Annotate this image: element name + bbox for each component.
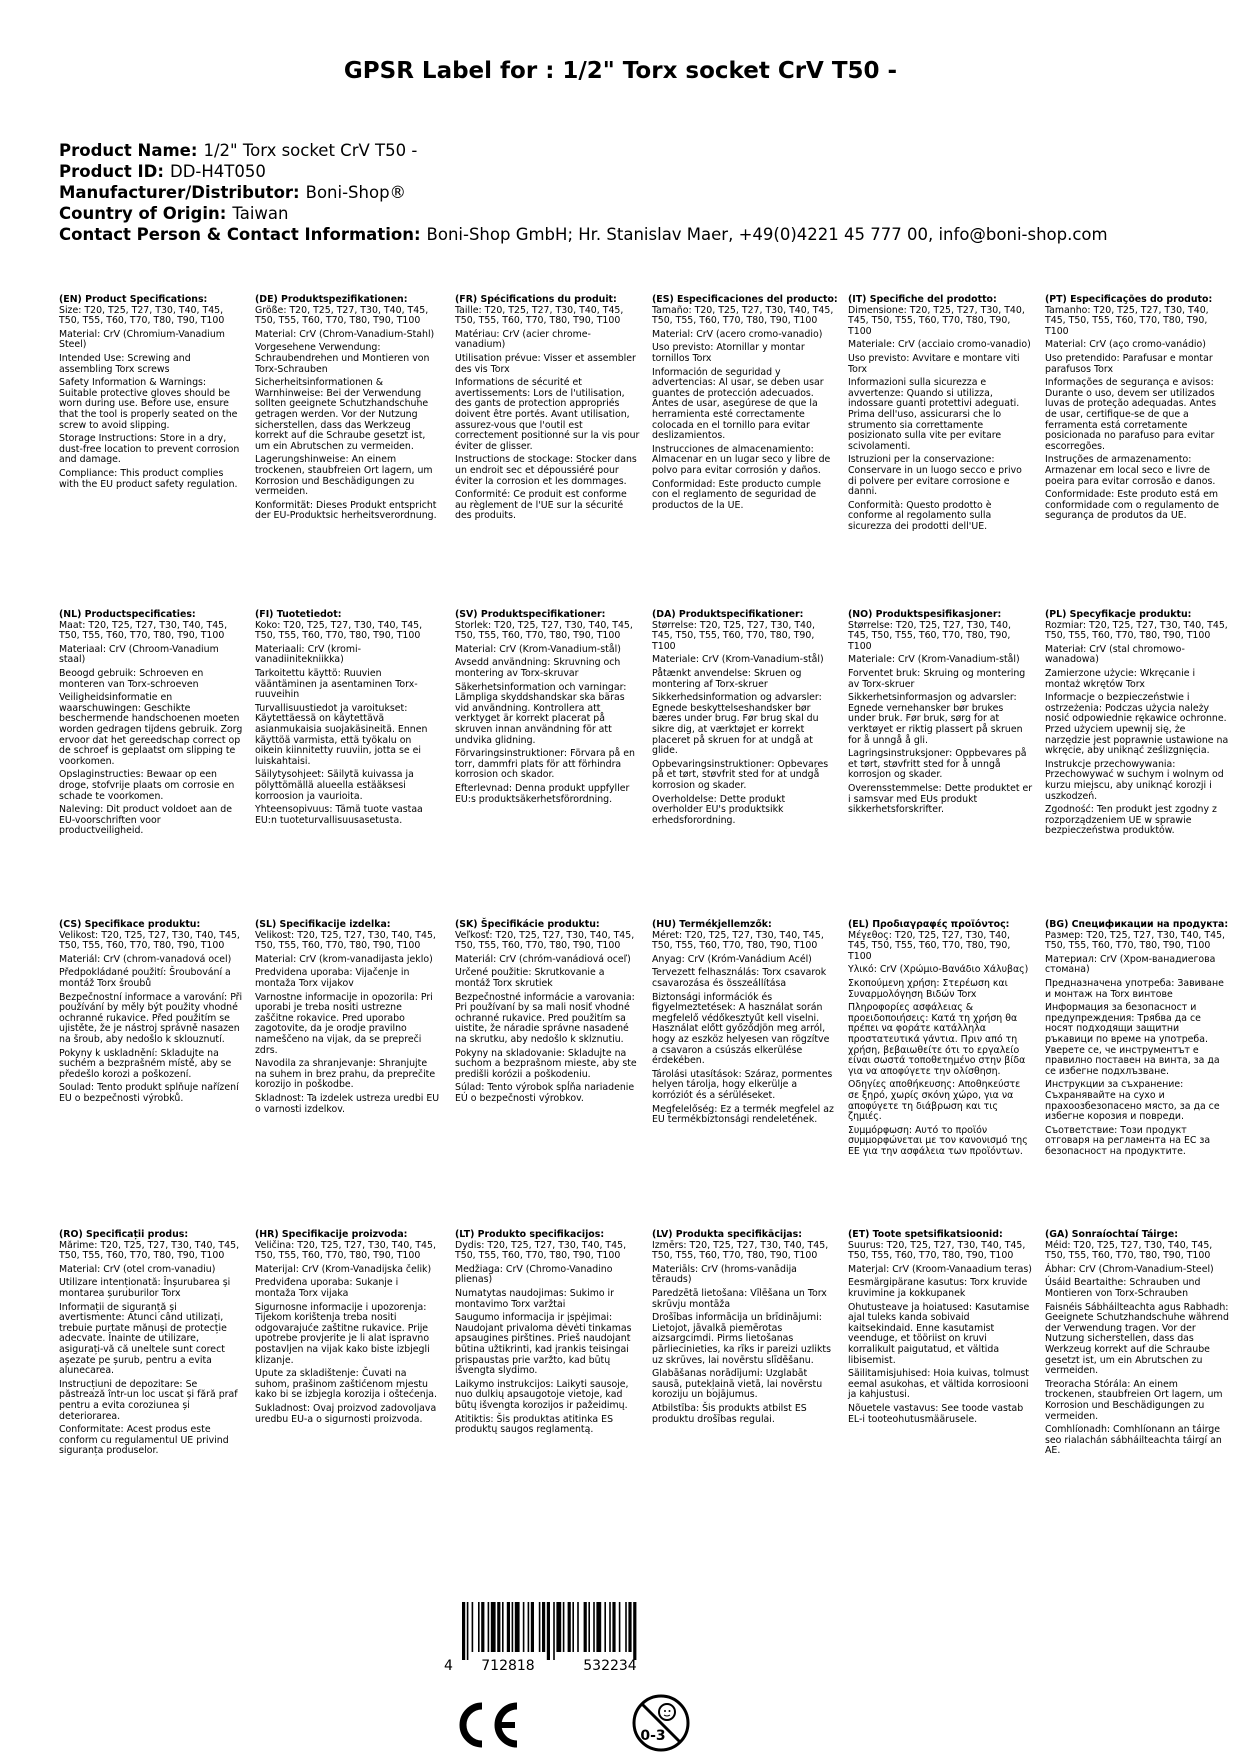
- spec-paragraph: Izmērs: T20, T25, T27, T30, T40, T45, T50, T55, T60, T70, T80, T90, T100: [652, 1239, 829, 1262]
- spec-paragraph: Materiale: CrV (acciaio cromo-vanadio): [848, 339, 1031, 351]
- spec-paragraph: Συμμόρφωση: Αυτό το προϊόν συμμορφώνεται με τον κανονισμό της ΕΕ για την ασφάλεια των προϊόντων.: [848, 1124, 1028, 1157]
- spec-paragraph: Predvidena uporaba: Vijačenje in montaža Torx vijakov: [255, 967, 410, 989]
- origin-label: Country of Origin:: [59, 204, 227, 223]
- spec-paragraph: Saugumo informacija ir įspėjimai: Naudojant privaloma dėvėti tinkamas apsaugines pirštines. Prieš naudojant būtina užtikrinti, kad įrankis teisingai prispaustas prie varžto, kad būtų išvengta slydimo.: [455, 1312, 632, 1377]
- spec-paragraph: Dimensione: T20, T25, T27, T30, T40, T45, T50, T55, T60, T70, T80, T90, T100: [848, 304, 1025, 337]
- spec-paragraph: Sikkerhetsinformasjon og advarsler: Egnede vernehansker bør brukes under bruk. Før bruk, sørg for at verktøyet er riktig plassert på skruen for å unngå å gli.: [848, 692, 1023, 746]
- spec-paragraph: Paredzētā lietošana: Vīlēšana un Torx skrūvju montāža: [652, 1287, 827, 1310]
- spec-paragraph: Bezpečnostné informácie a varovania: Pri používaní by sa mali nosiť vhodné ochranné rukavice. Pred použitím sa uistite, že náradie správne nasadené na skrutku, aby nedošlo k sklznutiu.: [455, 991, 635, 1045]
- spec-heading: (SL) Specifikacije izdelka:: [255, 919, 391, 930]
- spec-paragraph: Размер: T20, T25, T27, T30, T40, T45, T50, T55, T60, T70, T80, T90, T100: [1045, 929, 1226, 952]
- barcode-bar: [481, 1602, 484, 1652]
- spec-paragraph: Předpokládané použití: Šroubování a montáž Torx šroubů: [59, 967, 231, 989]
- spec-block: [59, 1230, 244, 1460]
- barcode-bar: [568, 1602, 571, 1652]
- barcode-bar: [563, 1602, 565, 1652]
- spec-paragraph: Påtænkt anvendelse: Skruen og montering af Torx-skruer: [652, 667, 802, 690]
- spec-paragraph: Súlad: Tento výrobok spĺňa nariadenie EÚ o bezpečnosti výrobkov.: [455, 1082, 635, 1104]
- barcode-bar: [542, 1602, 545, 1652]
- product-id-row: [59, 161, 1108, 182]
- spec-block: [255, 920, 440, 1118]
- barcode-bar: [547, 1602, 550, 1660]
- spec-heading: (DE) Produktspezifikationen:: [255, 294, 408, 305]
- spec-paragraph: Glabāšanas norādījumi: Uzglabāt sausā, putekļainā vietā, lai novērstu koroziju un bojājumus.: [652, 1368, 823, 1401]
- spec-paragraph: Megfelelőség: Ez a termék megfelel az EU termékbiztonsági rendeletének.: [652, 1103, 834, 1126]
- spec-paragraph: Πληροφορίες ασφάλειας & προειδοποιήσεις: Κατά τη χρήση θα πρέπει να φοράτε κατάλληλα προστατευτικά γάντια. Πριν από τη χρήση, βεβαιωθείτε ότι το εργαλείο είναι σωστά τοποθετημένο στην βίδα για να αποφύγετε την ολίσθηση.: [848, 1002, 1026, 1077]
- barcode-bar: [633, 1602, 636, 1660]
- spec-paragraph: Förvaringsinstruktioner: Förvara på en torr, dammfri plats för att förhindra korrosion och skador.: [455, 748, 635, 781]
- spec-paragraph: Conformitate: Acest produs este conform cu regulamentul UE privind siguranța produselor.: [59, 1424, 229, 1457]
- barcode-bar: [625, 1602, 627, 1652]
- barcode-bar: [572, 1602, 574, 1652]
- barcode-bar: [523, 1602, 525, 1652]
- manufacturer-value: Boni-Shop®: [305, 183, 407, 202]
- spec-paragraph: Material: CrV (Krom-Vanadium-stål): [455, 643, 621, 655]
- spec-block: [255, 295, 440, 525]
- spec-paragraph: Sicherheitsinformationen & Warnhinweise: Bei der Verwendung sollten geeignete Schutzhandschuhe getragen werden. Vor der Nutzung sicherstellen, dass das Werkzeug korrekt auf die Schraube gesetzt ist, um ein Abrutschen zu vermeiden.: [255, 377, 429, 452]
- spec-paragraph: Comhlíonadh: Comhlíonann an táirge seo rialachán sábháilteachta táirgí an AE.: [1045, 1424, 1222, 1457]
- spec-block: [1045, 295, 1230, 525]
- spec-paragraph: Méid: T20, T25, T27, T30, T40, T45, T50, T55, T60, T70, T80, T90, T100: [1045, 1239, 1213, 1262]
- spec-paragraph: Sigurnosne informacije i upozorenja: Tijekom korištenja treba nositi odgovarajuće zaštitne rukavice. Prije upotrebe provjerite je li alat ispravno postavljen na vijak kako biste izbjegli klizanje.: [255, 1301, 430, 1366]
- barcode-bar: [491, 1602, 496, 1652]
- barcode: [440, 1602, 750, 1672]
- barcode-bar: [556, 1602, 561, 1652]
- spec-paragraph: Предназначена употреба: Завиване и монтаж на Torx винтове: [1045, 977, 1224, 1000]
- spec-paragraph: Størrelse: T20, T25, T27, T30, T40, T45, T50, T55, T60, T70, T80, T90, T100: [652, 619, 815, 652]
- spec-heading: (PL) Specyfikacje produktu:: [1045, 609, 1192, 620]
- spec-paragraph: Efterlevnad: Denna produkt uppfyller EU:s produktsäkerhetsförordning.: [455, 782, 630, 805]
- barcode-bar: [472, 1602, 474, 1652]
- spec-heading: (EL) Προδιαγραφές προϊόντος:: [848, 919, 1010, 930]
- spec-paragraph: Vorgesehene Verwendung: Schraubendrehen und Montieren von Torx-Schrauben: [255, 342, 430, 375]
- barcode-bar: [619, 1602, 621, 1652]
- spec-block: [652, 295, 837, 514]
- spec-paragraph: Veľkosť: T20, T25, T27, T30, T40, T45, T50, T55, T60, T70, T80, T90, T100: [455, 929, 635, 952]
- spec-paragraph: Материал: CrV (Хром-ванадиегова стомана): [1045, 953, 1216, 976]
- manufacturer-label: Manufacturer/Distributor:: [59, 183, 300, 202]
- spec-heading: (RO) Specificații produs:: [59, 1229, 189, 1240]
- barcode-bars: [462, 1602, 636, 1660]
- spec-paragraph: Navodila za shranjevanje: Shranjujte na suhem in brez prahu, da preprečite korozijo in poškodbe.: [255, 1058, 436, 1091]
- spec-heading: (DA) Produktspecifikationer:: [652, 609, 804, 620]
- spec-paragraph: Anyag: CrV (Króm-Vanádium Acél): [652, 953, 812, 965]
- spec-heading: (LV) Produkta specifikācijas:: [652, 1229, 802, 1240]
- spec-heading: (HU) Termékjellemzők:: [652, 919, 772, 930]
- spec-paragraph: Maat: T20, T25, T27, T30, T40, T45, T50, T55, T60, T70, T80, T90, T100: [59, 619, 228, 642]
- spec-paragraph: Materiaali: CrV (kromi-vanadiinitekniikka): [255, 643, 361, 666]
- spec-heading: (FI) Tuotetiedot:: [255, 609, 342, 620]
- spec-paragraph: Material: CrV (acero cromo-vanadio): [652, 328, 823, 340]
- spec-paragraph: Drošības informācija un brīdinājumi: Lietojot, jāvalkā piemērotas aizsargcimdi. Pirms lietošanas pārliecinieties, ka rīks ir pareizi uzlikts uz skrūves, lai novērstu slīdēšanu.: [652, 1312, 831, 1366]
- spec-paragraph: Overholdelse: Dette produkt overholder EU's produktsikk erhedsforordning.: [652, 793, 786, 826]
- spec-paragraph: Conformité: Ce produit est conforme au règlement de l'UE sur la sécurité des produits.: [455, 489, 627, 522]
- spec-paragraph: Materiál: CrV (chróm-vanádiová oceľ): [455, 953, 631, 965]
- spec-paragraph: Storage Instructions: Store in a dry, dust-free location to prevent corrosion and damage.: [59, 433, 240, 466]
- product-name-row: [59, 140, 1108, 161]
- spec-paragraph: Conformidad: Este producto cumple con el reglamento de seguridad de productos de la UE.: [652, 478, 822, 511]
- spec-block: [1045, 1230, 1230, 1460]
- manufacturer-row: [59, 182, 1108, 203]
- contact-row: [59, 224, 1108, 245]
- spec-paragraph: Informacje o bezpieczeństwie i ostrzeżenia: Podczas użycia należy nosić odpowiednie rękawice ochronne. Przed użyciem upewnij się, że narzędzie jest poprawnie ustawione na wkręcie, aby uniknąć ześlizgnięcia.: [1045, 692, 1229, 757]
- spec-paragraph: Safety Information & Warnings: Suitable protective gloves should be worn during use. Before use, ensure that the tool is properly seated on the screw to avoid slipping.: [59, 377, 238, 431]
- spec-paragraph: Materiał: CrV (stal chromowo-wanadowa): [1045, 643, 1185, 666]
- spec-block: [59, 295, 244, 493]
- barcode-bar: [488, 1602, 490, 1652]
- spec-paragraph: Størrelse: T20, T25, T27, T30, T40, T45, T50, T55, T60, T70, T80, T90, T100: [848, 619, 1011, 652]
- barcode-bar: [628, 1602, 631, 1652]
- spec-paragraph: Säilitamisjuhised: Hoia kuivas, tolmust eemal asukohas, et vältida korrosiooni ja kahjustusi.: [848, 1368, 1029, 1401]
- spec-paragraph: Tervezett felhasználás: Torx csavarok csavarozása és összeállítása: [652, 967, 827, 989]
- spec-paragraph: Velikost: T20, T25, T27, T30, T40, T45, T50, T55, T60, T70, T80, T90, T100: [59, 929, 240, 952]
- spec-paragraph: Atbilstība: Šis produkts atbilst ES produktu drošības regulai.: [652, 1402, 807, 1425]
- spec-paragraph: Compliance: This product complies with the EU product safety regulation.: [59, 467, 238, 490]
- barcode-bar: [604, 1602, 606, 1652]
- spec-paragraph: Utilizare intenționată: Înșurubarea și montarea șuruburilor Torx: [59, 1277, 231, 1299]
- spec-paragraph: Zamierzone użycie: Wkręcanie i montaż wkrętów Torx: [1045, 667, 1196, 690]
- spec-paragraph: Veličina: T20, T25, T27, T30, T40, T45, T50, T55, T60, T70, T80, T90, T100: [255, 1239, 436, 1262]
- spec-paragraph: Инструкции за съхранение: Съхранявайте на сухо и прахоозбезопасено място, за да се избегне корозия и повреди.: [1045, 1079, 1220, 1123]
- spec-heading: (PT) Especificações do produto:: [1045, 294, 1213, 305]
- spec-paragraph: Méret: T20, T25, T27, T30, T40, T45, T50, T55, T60, T70, T80, T90, T100: [652, 929, 824, 952]
- spec-heading: (ES) Especificaciones del producto:: [652, 294, 838, 305]
- spec-paragraph: Conformidade: Este produto está em conformidade com o regulamento de segurança de produtos da UE.: [1045, 489, 1220, 522]
- origin-row: [59, 203, 1108, 224]
- age-warning-0-3-icon: [632, 1694, 690, 1752]
- spec-paragraph: Informações de segurança e avisos: Durante o uso, devem ser utilizados luvas de proteção adequadas. Antes de usar, certifique-se de que a ferramenta está corretamente posicionada no parafuso para evitar escorregões.: [1045, 377, 1217, 452]
- spec-paragraph: Biztonsági információk és figyelmeztetések: A használat során megfelelő védőkesztyűt kell viselni. Használat előtt győződjön meg arról, hogy az eszköz helyesen van rögzítve a csavaron a csúszás elkerülése érdekében.: [652, 991, 830, 1067]
- ce-mark-icon: [455, 1700, 523, 1750]
- spec-paragraph: Информация за безопасност и предупреждения: Трябва да се носят подходящи защитни ръкавици по време на употреба. Уверете се, че инструментът е правилно поставен на винта, за да се избегне подхлъзване.: [1045, 1002, 1220, 1077]
- spec-paragraph: Veiligheidsinformatie en waarschuwingen: Geschikte beschermende handschoenen moeten worden gedragen tijdens gebruik. Zorg ervoor dat het gereedschap correct op de schroef is geplaatst om slipping te voorkomen.: [59, 692, 243, 767]
- spec-paragraph: Instrukcje przechowywania: Przechowywać w suchym i wolnym od kurzu miejscu, aby uniknąć korozji i uszkodzeń.: [1045, 758, 1224, 802]
- spec-paragraph: Naleving: Dit product voldoet aan de EU-voorschriften voor productveiligheid.: [59, 804, 232, 837]
- contact-label: Contact Person & Contact Information:: [59, 225, 421, 244]
- spec-paragraph: Conformità: Questo prodotto è conforme al regolamento sulla sicurezza dei prodotti dell'UE.: [848, 499, 992, 532]
- spec-paragraph: Predviđena uporaba: Sukanje i montaža Torx vijaka: [255, 1277, 399, 1299]
- spec-paragraph: Uso previsto: Avvitare e montare viti Torx: [848, 352, 1020, 375]
- spec-paragraph: Avsedd användning: Skruvning och montering av Torx-skruvar: [455, 657, 621, 679]
- barcode-digits-right: 532234: [583, 1658, 637, 1672]
- spec-paragraph: Faisnéis Sábháilteachta agus Rabhadh: Geeignete Schutzhandschuhe während der Verwendung tragen. Vor der Nutzung sicherstellen, dass das Werkzeug korrekt auf die Schraube gesetzt ist, um ein Abrutschen zu vermeiden.: [1045, 1301, 1229, 1377]
- spec-paragraph: Koko: T20, T25, T27, T30, T40, T45, T50, T55, T60, T70, T80, T90, T100: [255, 619, 423, 642]
- spec-block: [59, 920, 244, 1108]
- spec-paragraph: Material: CrV (aço cromo-vanádio): [1045, 339, 1206, 351]
- barcode-digit-first: 4: [444, 1658, 453, 1672]
- spec-paragraph: Ábhar: CrV (Chrom-Vanadium-Steel): [1045, 1263, 1214, 1275]
- spec-paragraph: Nõuetele vastavus: See toode vastab EL-i tooteohutusmäärusele.: [848, 1402, 1024, 1425]
- barcode-bar: [467, 1602, 469, 1660]
- origin-value: Taiwan: [232, 204, 289, 223]
- spec-paragraph: Turvallisuustiedot ja varoitukset: Käytettäessä on käytettävä asianmukaisia suojakäsineitä. Ennen käyttöä varmista, että työkalu on oikein kiinnitetty ruuviin, jotta se ei luiskahtaisi.: [255, 702, 428, 767]
- spec-paragraph: Pokyny k uskladnění: Skladujte na suchém a bezprašném místě, aby se předešlo korozi a poškození.: [59, 1047, 232, 1080]
- spec-paragraph: Materiál: CrV (chrom-vanadová ocel): [59, 953, 232, 965]
- barcode-bar: [612, 1602, 615, 1652]
- spec-paragraph: Informazioni sulla sicurezza e avvertenze: Quando si utilizza, indossare guanti protettivi adeguati. Prima dell'uso, assicurarsi che lo strumento sia correttamente posizionato sulla vite per evitare scivolamenti.: [848, 377, 1020, 452]
- spec-block: [1045, 610, 1230, 840]
- barcode-bar: [462, 1602, 465, 1660]
- spec-paragraph: Tarkoitettu käyttö: Ruuvien vääntäminen ja asentaminen Torx-ruuveihin: [255, 667, 418, 701]
- spec-block: [455, 295, 640, 525]
- spec-paragraph: Υλικό: CrV (Χρώμιο-Βανάδιο Χάλυβας): [848, 964, 1029, 976]
- spec-paragraph: Rozmiar: T20, T25, T27, T30, T40, T45, T50, T55, T60, T70, T80, T90, T100: [1045, 619, 1228, 642]
- contact-value: Boni-Shop GmbH; Hr. Stanislav Maer, +49(0)4221 45 777 00, info@boni-shop.com: [426, 225, 1108, 244]
- spec-paragraph: Bezpečnostní informace a varování: Při používání by měly být použity vhodné ochranné rukavice. Před použitím se ujistěte, že je nástroj správně nasazen na šroub, aby nedošlo k sklouznutí.: [59, 991, 243, 1045]
- spec-block: [59, 610, 244, 840]
- product-id-value: DD-H4T050: [169, 162, 266, 181]
- spec-paragraph: Upute za skladištenje: Čuvati na suhom, prašinom zaštićenom mjestu kako bi se izbjegla korozija i oštećenja.: [255, 1368, 438, 1401]
- spec-paragraph: Pokyny na skladovanie: Skladujte na suchom a bezprašnom mieste, aby ste predišli korózii a poškodeniu.: [455, 1047, 637, 1080]
- spec-paragraph: Úsáid Beartaithe: Schrauben und Montieren von Torx-Schrauben: [1045, 1277, 1201, 1299]
- spec-paragraph: Zgodność: Ten produkt jest zgodny z rozporządzeniem UE w sprawie bezpieczeństwa produktów.: [1045, 804, 1217, 837]
- spec-paragraph: Varnostne informacije in opozorila: Pri uporabi je treba nositi ustrezne zaščitne rokavice. Pred uporabo zagotovite, da je orodje pravilno nameščeno na vijak, da se prepreči zdrs.: [255, 991, 433, 1056]
- spec-paragraph: Beoogd gebruik: Schroeven en monteren van Torx-schroeven: [59, 667, 204, 690]
- spec-block: [455, 610, 640, 808]
- spec-paragraph: Intended Use: Screwing and assembling Torx screws: [59, 352, 191, 375]
- spec-paragraph: Mărime: T20, T25, T27, T30, T40, T45, T50, T55, T60, T70, T80, T90, T100: [59, 1239, 240, 1262]
- spec-heading: (EN) Product Specifications:: [59, 294, 208, 305]
- barcode-bar: [596, 1602, 601, 1652]
- barcode-bar: [478, 1602, 480, 1652]
- spec-heading: (HR) Specifikacije proizvoda:: [255, 1229, 408, 1240]
- spec-paragraph: Materijal: CrV (Krom-Vanadijska čelik): [255, 1263, 432, 1275]
- spec-paragraph: Utilisation prévue: Visser et assembler des vis Torx: [455, 352, 636, 375]
- spec-paragraph: Overensstemmelse: Dette produktet er i samsvar med EUs produkt sikkerhetsforskrifter.: [848, 782, 1033, 816]
- spec-heading: (SV) Produktspecifikationer:: [455, 609, 606, 620]
- product-name-value: 1/2" Torx socket CrV T50 -: [203, 141, 418, 160]
- spec-paragraph: Určené použitie: Skrutkovanie a montáž Torx skrutiek: [455, 967, 605, 989]
- barcode-bar: [528, 1602, 530, 1652]
- spec-paragraph: Opslaginstructies: Bewaar op een droge, stofvrije plaats om corrosie en schade te voorkomen.: [59, 769, 235, 802]
- barcode-bar: [507, 1602, 510, 1652]
- spec-paragraph: Material: CrV (Chromium-Vanadium Steel): [59, 328, 225, 351]
- spec-heading: (GA) Sonraíochtaí Táirge:: [1045, 1229, 1178, 1240]
- spec-block: [1045, 920, 1230, 1160]
- barcode-bar: [588, 1602, 590, 1652]
- spec-paragraph: Medžiaga: CrV (Chromo-Vanadino plienas): [455, 1263, 613, 1286]
- spec-row: [59, 295, 1239, 595]
- spec-heading: (FR) Spécifications du produit:: [455, 294, 617, 305]
- product-info: [59, 140, 1108, 245]
- product-name-label: Product Name:: [59, 141, 198, 160]
- spec-paragraph: Säilytysohjeet: Säilytä kuivassa ja pölyttömällä alueella estääksesi korroosion ja vaurioita.: [255, 769, 414, 802]
- spec-paragraph: Materiāls: CrV (hroms-vanādija tērauds): [652, 1263, 797, 1286]
- barcode-bar: [512, 1602, 514, 1652]
- product-id-label: Product ID:: [59, 162, 164, 181]
- barcode-bar: [531, 1602, 534, 1652]
- spec-paragraph: Lagerungshinweise: An einem trockenen, staubfreien Ort lagern, um Korrosion und Beschädigungen zu vermeiden.: [255, 454, 433, 498]
- spec-paragraph: Instrucțiuni de depozitare: Se păstrează într-un loc uscat și fără praf pentru a evita coroziunea și deteriorarea.: [59, 1378, 238, 1422]
- spec-row: [59, 610, 1239, 910]
- spec-paragraph: Size: T20, T25, T27, T30, T40, T45, T50, T55, T60, T70, T80, T90, T100: [59, 304, 225, 327]
- spec-paragraph: Suurus: T20, T25, T27, T30, T40, T45, T50, T55, T60, T70, T80, T90, T100: [848, 1239, 1026, 1262]
- spec-paragraph: Laikymo instrukcijos: Laikyti sausoje, nuo dulkių apsaugotoje vietoje, kad būtų išvengta korozijos ir pažeidimų.: [455, 1378, 629, 1411]
- barcode-bar: [577, 1602, 579, 1652]
- spec-block: [255, 610, 440, 829]
- spec-paragraph: Yhteensopivuus: Tämä tuote vastaa EU:n tuoteturvallisuusasetusta.: [255, 804, 423, 826]
- spec-paragraph: Sukladnost: Ovaj proizvod zadovoljava uredbu EU-a o sigurnosti proizvoda.: [255, 1402, 437, 1425]
- spec-paragraph: Materiaal: CrV (Chroom-Vanadium staal): [59, 643, 219, 666]
- age-label: 0-3: [640, 1728, 666, 1744]
- spec-block: [848, 1230, 1033, 1428]
- spec-block: [255, 1230, 440, 1428]
- spec-paragraph: Información de seguridad y advertencias: Al usar, se deben usar guantes de protección adecuados. Antes de usar, asegúrese de que la herramienta esté correctamente colocada en el tornillo para evitar deslizamientos.: [652, 366, 824, 442]
- spec-heading: (NO) Produktspesifikasjoner:: [848, 609, 1002, 620]
- spec-paragraph: Soulad: Tento produkt splňuje nařízení EU o bezpečnosti výrobků.: [59, 1082, 239, 1104]
- spec-heading: (BG) Спецификации на продукта:: [1045, 919, 1229, 930]
- spec-paragraph: Velikost: T20, T25, T27, T30, T40, T45, T50, T55, T60, T70, T80, T90, T100: [255, 929, 436, 952]
- barcode-bar: [515, 1602, 520, 1652]
- spec-paragraph: Material: CrV (otel crom-vanadiu): [59, 1263, 216, 1275]
- spec-heading: (ET) Toote spetsifikatsioonid:: [848, 1229, 1003, 1240]
- spec-block: [455, 920, 640, 1108]
- spec-paragraph: Forventet bruk: Skruing og montering av Torx-skruer: [848, 667, 1026, 690]
- spec-paragraph: Treoracha Stórála: An einem trockenen, staubfreien Ort lagern, um Korrosion und Beschädigungen zu vermeiden.: [1045, 1378, 1223, 1422]
- spec-paragraph: Tamaño: T20, T25, T27, T30, T40, T45, T50, T55, T60, T70, T80, T90, T100: [652, 304, 834, 327]
- barcode-bar: [502, 1602, 504, 1652]
- spec-paragraph: Instruções de armazenamento: Armazenar em local seco e livre de poeira para evitar corrosão e danos.: [1045, 454, 1216, 487]
- spec-paragraph: Storlek: T20, T25, T27, T30, T40, T45, T50, T55, T60, T70, T80, T90, T100: [455, 619, 633, 642]
- spec-block: [848, 610, 1033, 819]
- spec-paragraph: Istruzioni per la conservazione: Conservare in un luogo secco e privo di polvere per evitare corrosione e danni.: [848, 454, 1022, 498]
- spec-paragraph: Tamanho: T20, T25, T27, T30, T40, T45, T50, T55, T60, T70, T80, T90, T100: [1045, 304, 1209, 337]
- spec-paragraph: Materjal: CrV (Kroom-Vanaadium teras): [848, 1263, 1032, 1275]
- spec-row: [59, 920, 1239, 1220]
- spec-block: [652, 610, 837, 829]
- spec-paragraph: Uso previsto: Atornillar y montar tornillos Torx: [652, 342, 805, 364]
- spec-heading: (LT) Produkto specifikacijos:: [455, 1229, 605, 1240]
- barcode-bar: [539, 1602, 541, 1652]
- spec-paragraph: Lagringsinstruksjoner: Oppbevares på et tørt, støvfritt sted for å unngå korrosjon og skader.: [848, 748, 1027, 781]
- spec-paragraph: Οδηγίες αποθήκευσης: Αποθηκεύστε σε ξηρό, χωρίς σκόνη χώρο, για να αποφύγετε τη διάβρωση και τις ζημιές.: [848, 1079, 1021, 1123]
- spec-paragraph: Uso pretendido: Parafusar e montar parafusos Torx: [1045, 352, 1213, 375]
- spec-paragraph: Opbevaringsinstruktioner: Opbevares på et tørt, støvfrit sted for at undgå korrosion og skader.: [652, 758, 829, 791]
- spec-heading: (IT) Specifiche del prodotto:: [848, 294, 997, 305]
- spec-paragraph: Material: CrV (Chrom-Vanadium-Stahl): [255, 328, 435, 340]
- spec-paragraph: Materiale: CrV (Krom-Vanadium-stål): [652, 654, 824, 666]
- spec-paragraph: Instrucciones de almacenamiento: Almacenar en un lugar seco y libre de polvo para evitar corrosión y daños.: [652, 443, 831, 476]
- spec-block: [652, 1230, 837, 1428]
- spec-paragraph: Instructions de stockage: Stocker dans un endroit sec et dépoussiéré pour éviter la corrosion et les dommages.: [455, 454, 637, 487]
- barcode-bar: [497, 1602, 500, 1652]
- spec-block: [455, 1230, 640, 1439]
- spec-heading: (SK) Špecifikácie produktu:: [455, 919, 600, 930]
- spec-heading: (NL) Productspecificaties:: [59, 609, 196, 620]
- spec-paragraph: Konformität: Dieses Produkt entspricht der EU-Produktsic herheitsverordnung.: [255, 499, 437, 522]
- spec-paragraph: Μέγεθος: T20, T25, T27, T30, T40, T45, T50, T55, T60, T70, T80, T90, T100: [848, 929, 1011, 962]
- page-title: GPSR Label for : 1/2" Torx socket CrV T50 -: [343, 58, 898, 84]
- barcode-bar: [553, 1602, 555, 1660]
- spec-paragraph: Numatytas naudojimas: Sukimo ir montavimo Torx varžtai: [455, 1287, 614, 1310]
- spec-paragraph: Съответствие: Този продукт отговаря на регламента на ЕС за безопасност на продуктите.: [1045, 1124, 1211, 1157]
- barcode-bar: [609, 1602, 611, 1652]
- spec-paragraph: Taille: T20, T25, T27, T30, T40, T45, T50, T55, T60, T70, T80, T90, T100: [455, 304, 624, 327]
- barcode-bar: [593, 1602, 595, 1652]
- spec-paragraph: Materiale: CrV (Krom-Vanadium-stål): [848, 654, 1020, 666]
- spec-heading: (CS) Specifikace produktu:: [59, 919, 201, 930]
- spec-paragraph: Eesmärgipärane kasutus: Torx kruvide kruvimine ja kokkupanek: [848, 1277, 1028, 1299]
- spec-paragraph: Σκοπούμενη χρήση: Στερέωση και Συναρμολόγηση Βιδών Torx: [848, 977, 1008, 1000]
- barcode-digits-left: 712818: [481, 1658, 535, 1672]
- spec-row: [59, 1230, 1239, 1530]
- spec-paragraph: Material: CrV (krom-vanadijasta jeklo): [255, 953, 433, 965]
- spec-paragraph: Skladnost: Ta izdelek ustreza uredbi EU o varnosti izdelkov.: [255, 1092, 440, 1115]
- spec-block: [848, 920, 1033, 1160]
- spec-paragraph: Informații de siguranță și avertismente: Atunci când utilizați, trebuie purtate mănuși de protecție adecvate. Înainte de utilizare, asigurați-vă că uneltele sunt corect așezate pe șurub, pentru a evita alunecarea.: [59, 1301, 227, 1377]
- spec-paragraph: Größe: T20, T25, T27, T30, T40, T45, T50, T55, T60, T70, T80, T90, T100: [255, 304, 429, 327]
- spec-paragraph: Informations de sécurité et avertissements: Lors de l'utilisation, des gants de protection appropriés doivent être portés. Avant utilisation, assurez-vous que l'outil est correctement positionné sur la vis pour éviter de glisser.: [455, 377, 640, 452]
- spec-block: [652, 920, 837, 1129]
- spec-paragraph: Matériau: CrV (acier chrome-vanadium): [455, 328, 591, 351]
- spec-paragraph: Säkerhetsinformation och varningar: Lämpliga skyddshandskar ska bäras vid användning. Kontrollera att verktyget är korrekt placerat på skruven innan användning för att undvika glidning.: [455, 681, 627, 746]
- spec-paragraph: Ohutusteave ja hoiatused: Kasutamise ajal tuleks kanda sobivaid kaitsekindaid. Enne kasutamist veenduge, et tööriist on kruvi korralikult paigutatud, et vältida libisemist.: [848, 1301, 1030, 1366]
- barcode-bar: [584, 1602, 587, 1652]
- spec-paragraph: Atitiktis: Šis produktas atitinka ES produktų saugos reglamentą.: [455, 1413, 614, 1436]
- spec-paragraph: Tárolási utasítások: Száraz, pormentes helyen tárolja, hogy elkerülje a korróziót és a sérüléseket.: [652, 1068, 833, 1101]
- spec-block: [848, 295, 1033, 535]
- spec-paragraph: Dydis: T20, T25, T27, T30, T40, T45, T50, T55, T60, T70, T80, T90, T100: [455, 1239, 627, 1262]
- spec-paragraph: Sikkerhedsinformation og advarsler: Egnede beskyttelseshandsker bør bæres under brug. Før brug skal du sikre dig, at værktøjet er korrekt placeret på skruen for at undgå at glide.: [652, 692, 822, 757]
